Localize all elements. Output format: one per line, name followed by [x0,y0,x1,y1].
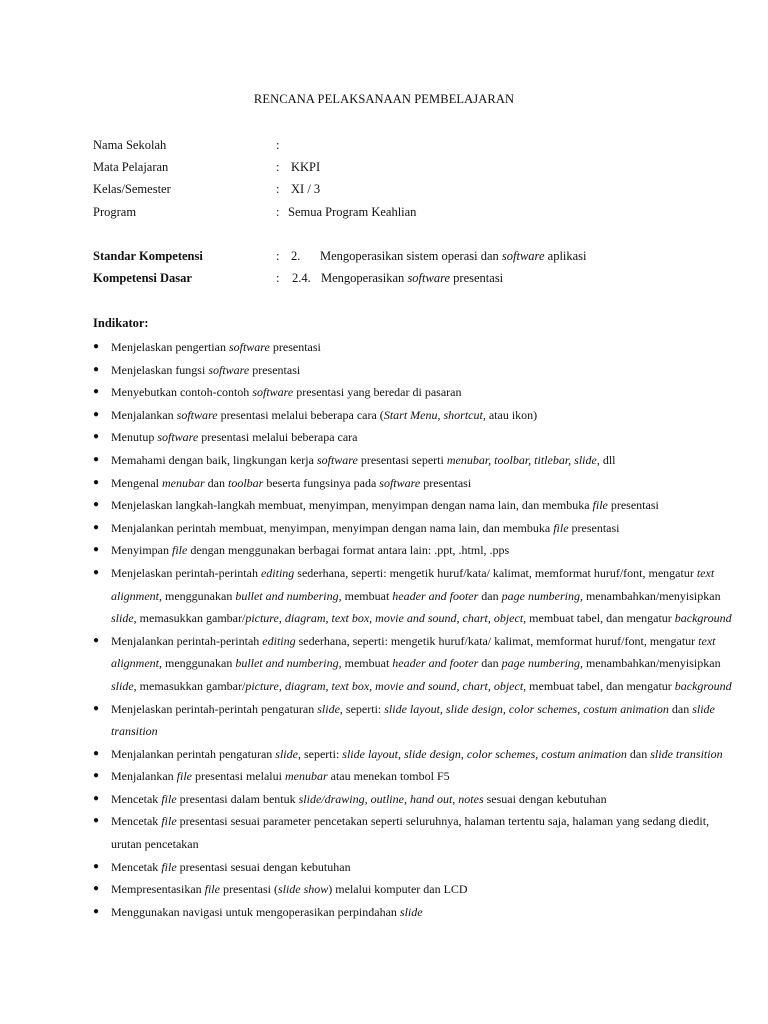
text-run: Menjelaskan langkah-langkah membuat, menyimpan, menyimpan dengan nama lain, dan membuka [111,498,593,513]
colon-separator: : [276,182,280,196]
text-run: membuat tabel, dan mengatur [526,678,675,693]
competence-number: 2. [291,249,301,263]
bullet-icon: ● [93,453,100,465]
italic-term: slide [111,611,134,626]
indicator-item [93,562,733,630]
bullet-icon: ● [93,634,100,646]
text-run: presentasi melalui beberapa cara ( [217,407,384,422]
text-run: menambahkan/menyisipkan [582,588,721,603]
indicator-text [111,810,733,855]
italic-term: software [501,249,545,263]
text-run: presentasi sesuai dengan kebutuhan [176,859,351,874]
bullet-icon: ● [93,521,100,533]
bullet-icon: ● [93,747,100,759]
text-run: presentasi [269,340,321,354]
text-run: presentasi [568,520,620,535]
bullet-icon: ● [93,770,100,782]
indicator-item [93,404,733,427]
bullet-icon: ● [93,544,100,556]
competence-text [320,248,587,264]
indicator-item [93,901,733,924]
italic-term: software [176,407,218,422]
italic-term: page numbering, [501,588,583,603]
text-run: dan [478,656,502,671]
indicator-item [93,472,733,495]
indicator-item [93,517,733,540]
text-run: Menjalankan [111,769,177,784]
italic-term: shortcut [443,407,483,422]
text-run: sederhana, seperti: mengetik huruf/kata/ kalimat, memformat huruf/font, mengatur [295,633,699,648]
italic-term: file [172,543,188,558]
bullet-icon: ● [93,476,100,488]
italic-term: toolbar [227,475,264,490]
indicator-text [111,901,733,924]
indicator-text [111,449,733,472]
competence-number: 2.4. [292,271,311,285]
text-run: presentasi ( [219,882,278,897]
text-run: presentasi melalui beberapa cara [198,430,358,445]
italic-term: slide show [277,882,329,897]
text-run: Menjalankan perintah pengaturan [111,746,276,761]
text-run: atau menekan tombol F5 [327,769,450,784]
colon-separator: : [276,271,280,285]
italic-term: background [674,611,732,626]
indicator-item [93,788,733,811]
bullet-icon: ● [93,408,100,420]
bullet-icon: ● [93,815,100,827]
italic-term: menubar [161,475,205,490]
competence-label: Kompetensi Dasar [93,271,192,285]
colon-separator: : [276,205,280,219]
text-run: sederhana, seperti: mengetik huruf/kata/ kalimat, memformat huruf/font, mengatur [294,565,697,580]
italic-term: menubar, toolbar, titlebar, slide [446,452,597,467]
indicator-item [93,449,733,472]
italic-term: slide/drawing, outline, hand out, notes [298,791,484,806]
italic-term: text alignment, [111,565,715,603]
text-run: Menjelaskan fungsi [111,362,209,377]
italic-term: slide transition [650,746,723,761]
italic-term: file [161,814,177,829]
text-run: , dll [596,452,616,467]
indicator-list [93,336,733,923]
identity-value: XI / 3 [291,182,321,196]
text-run: dengan menggunakan berbagai format antara lain: .ppt, .html, .pps [187,543,510,558]
italic-term: file [176,769,192,784]
text-run: sesuai dengan kebutuhan [483,791,607,806]
text-run: ) melalui komputer dan LCD [328,882,468,897]
text-run: menggunakan [162,588,236,603]
bullet-icon: ● [93,499,100,511]
indicator-item [93,743,733,766]
text-run: dan [204,475,228,490]
italic-term: slide [317,701,340,716]
italic-term: menubar [284,769,328,784]
italic-term: picture, diagram, text box, movie and sound, chart, object, [245,678,527,693]
text-run: Mempresentasikan [111,882,205,897]
bullet-icon: ● [93,431,100,443]
colon-separator: : [276,160,280,174]
text-run: Menjalankan perintah membuat, menyimpan, menyimpan dengan nama lain, dan membuka [111,520,554,535]
text-run: Mencetak [111,814,162,829]
bullet-icon: ● [93,905,100,917]
indicator-item [93,765,733,788]
indicator-item [93,539,733,562]
text-run: presentasi yang beredar di pasaran [293,385,462,400]
indicator-text [111,788,733,811]
text-run: presentasi [420,475,472,490]
italic-term: bullet and numbering, [235,588,342,603]
text-run: membuat [341,656,393,671]
text-run: , atau ikon) [482,407,538,422]
text-run: Menyebutkan contoh-contoh [111,385,253,400]
indicator-item [93,698,733,743]
indicator-item [93,426,733,449]
text-run: Menggunakan navigasi untuk mengoperasikan perpindahan [111,904,400,919]
italic-term: editing [260,565,295,580]
italic-term: software [208,362,250,377]
italic-term: text alignment, [111,633,716,671]
italic-term: Start Menu [383,407,438,422]
text-run: menambahkan/menyisipkan [582,656,721,671]
text-run: Memahami dengan baik, lingkungan kerja [111,452,317,467]
italic-term: software [228,340,270,354]
indicator-text [111,539,733,562]
italic-term: slide layout, slide design, color schemes, costum animation [342,746,627,761]
identity-label: Program [93,205,137,219]
italic-term: slide [399,904,423,919]
italic-term: page numbering, [501,656,583,671]
indicator-text [111,359,733,382]
indicator-text [111,404,733,427]
indicator-item [93,856,733,879]
bullet-icon: ● [93,566,100,578]
text-run: presentasi [607,498,659,513]
text-run: menggunakan [162,656,236,671]
italic-term: file [592,498,608,513]
indicator-item [93,359,733,382]
text-run: aplikasi [544,249,587,263]
text-run: presentasi sesuai parameter pencetakan seperti seluruhnya, halaman tertentu saja, halaman yang sedang diedit, urutan pencetakan [111,814,710,852]
indicator-text [111,743,733,766]
text-run: Menjelaskan perintah-perintah [111,565,261,580]
italic-term: header and footer [392,656,479,671]
text-run: Mengenal [111,475,162,490]
text-run: Mengoperasikan [321,271,408,285]
italic-term: background [674,678,732,693]
indicator-item [93,878,733,901]
italic-term: slide [111,678,134,693]
indicator-item [93,336,733,359]
identity-label: Kelas/Semester [93,182,171,196]
text-run: beserta fungsinya pada [263,475,380,490]
text-run: , seperti: [297,746,343,761]
text-run: presentasi dalam bentuk [176,791,299,806]
text-run: membuat [341,588,393,603]
identity-value: Semua Program Keahlian [288,205,417,219]
competence-text [321,270,503,286]
indicator-text [111,856,733,879]
indicator-item [93,630,733,698]
identity-label: Mata Pelajaran [93,160,169,174]
text-run: Menjalankan perintah-perintah [111,633,263,648]
bullet-icon: ● [93,702,100,714]
bullet-icon: ● [93,860,100,872]
italic-term: slide [275,746,298,761]
italic-term: file [553,520,569,535]
italic-term: slide transition [111,701,715,739]
indicator-item [93,494,733,517]
italic-term: software [252,385,294,400]
text-run: dan [668,701,693,716]
italic-term: file [204,882,220,897]
text-run: Menutup [111,430,158,445]
italic-term: software [316,452,358,467]
text-run: , [437,407,444,422]
text-run: dan [478,588,502,603]
italic-term: file [161,859,177,874]
text-run: , memasukkan gambar/ [133,611,246,626]
italic-term: picture, diagram, text box, movie and sound, chart, object, [245,611,527,626]
italic-term: file [161,791,177,806]
text-run: Menyimpan [111,543,172,558]
text-run: dan [626,746,651,761]
text-run: Mencetak [111,791,162,806]
bullet-icon: ● [93,386,100,398]
italic-term: slide layout, slide design, color schemes, costum animation [384,701,669,716]
bullet-icon: ● [93,363,100,375]
text-run: Mencetak [111,859,162,874]
italic-term: software [157,430,199,445]
bullet-icon: ● [93,341,100,352]
text-run: presentasi [249,362,301,377]
bullet-icon: ● [93,883,100,895]
indicator-text [111,517,733,540]
text-run: Mengoperasikan sistem operasi dan [320,249,502,263]
indicator-text [111,562,733,630]
text-run: Menjelaskan perintah-perintah pengaturan [111,701,318,716]
indicator-text [111,765,733,788]
text-run: presentasi [450,271,504,285]
colon-separator: : [276,138,280,152]
italic-term: software [379,475,421,490]
italic-term: editing [262,633,296,648]
text-run: Menjalankan [111,407,177,422]
italic-term: software [407,271,451,285]
bullet-icon: ● [93,792,100,804]
text-run: Menjelaskan pengertian [111,340,229,354]
italic-term: header and footer [392,588,479,603]
identity-label: Nama Sekolah [93,138,167,152]
competence-label: Standar Kompetensi [93,249,203,263]
text-run: presentasi seperti [357,452,447,467]
indicator-text [111,336,733,359]
text-run: membuat tabel, dan mengatur [526,611,675,626]
indicator-text [111,630,733,698]
indicator-item [93,381,733,404]
indicator-text [111,878,733,901]
indicator-text [111,472,733,495]
indicator-text [111,494,733,517]
indicator-text [111,426,733,449]
text-run: presentasi melalui [191,769,285,784]
indicator-text [111,381,733,404]
indicator-text [111,698,733,743]
colon-separator: : [276,249,280,263]
italic-term: bullet and numbering, [235,656,342,671]
document-title: RENCANA PELAKSANAAN PEMBELAJARAN [253,92,515,106]
identity-value: KKPI [291,160,321,174]
text-run: , seperti: [339,701,385,716]
text-run: , memasukkan gambar/ [133,678,246,693]
indicator-item [93,810,733,855]
indikator-heading: Indikator: [93,316,149,330]
